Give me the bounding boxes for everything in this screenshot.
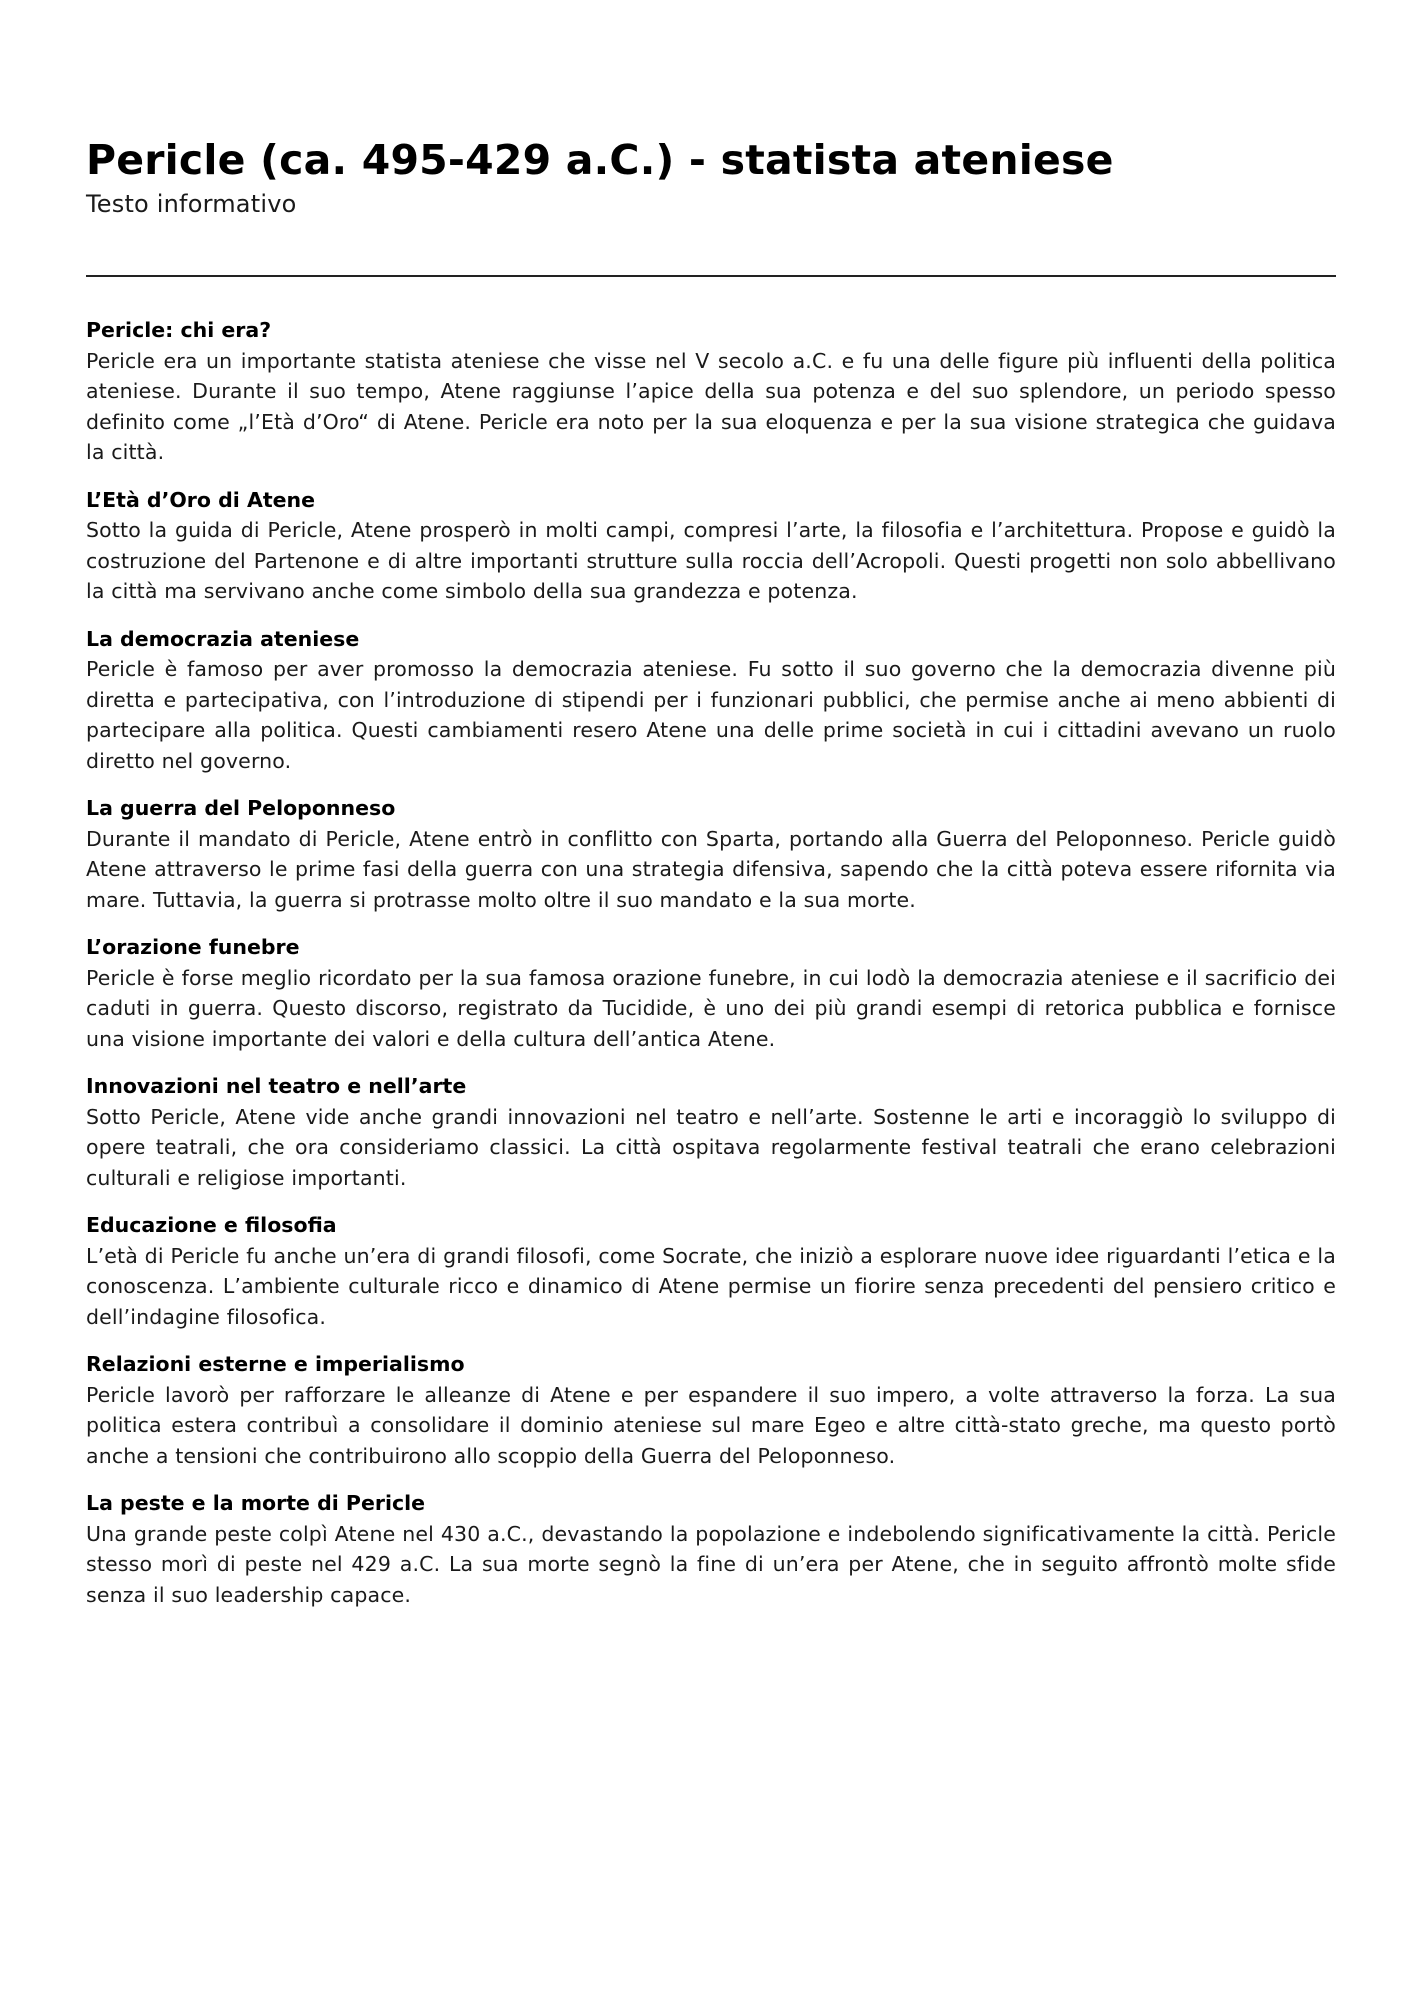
section-body: L’età di Pericle fu anche un’era di grandi filosofi, come Socrate, che iniziò a esplorare nuove idee riguardanti l’etica e la conoscenza. L’ambiente culturale ricco e dinamico di Atene permise un fiorire senza precedenti del pensiero critico e dell’indagine filosofica. [86, 1243, 1336, 1329]
section-heading: La guerra del Peloponneso [86, 796, 396, 820]
section-democrazia [86, 624, 1336, 777]
section-heading: Educazione e filosofia [86, 1213, 337, 1237]
section-heading: L’Età d’Oro di Atene [86, 487, 316, 512]
section-eta-oro [86, 485, 1336, 607]
section-educazione-filosofia [86, 1210, 1336, 1332]
section-body: Pericle è forse meglio ricordato per la sua famosa orazione funebre, in cui lodò la democrazia ateniese e il sacrificio dei caduti in guerra. Questo discorso, registrato da Tucidide, è uno dei più grandi esempi di retorica pubblica e fornisce una visione importante dei valori e della cultura dell’antica Atene. [86, 965, 1336, 1051]
section-body: Pericle è famoso per aver promosso la democrazia ateniese. Fu sotto il suo governo che la democrazia divenne più diretta e partecipativa, con l’introduzione di stipendi per i funzionari pubblici, che permise anche ai meno abbienti di partecipare alla politica. Questi cambiamenti resero Atene una delle prime società in cui i cittadini avevano un ruolo diretto nel governo. [86, 657, 1336, 773]
section-heading: Pericle: chi era? [86, 318, 272, 342]
title-divider [86, 275, 1336, 277]
section-heading: Relazioni esterne e imperialismo [86, 1352, 465, 1376]
section-guerra-peloponneso [86, 793, 1336, 915]
section-chi-era [86, 315, 1336, 468]
document-title: Pericle (ca. 495-429 a.C.) - statista ateniese [86, 136, 1114, 184]
section-body: Durante il mandato di Pericle, Atene entrò in conflitto con Sparta, portando alla Guerra del Peloponneso. Pericle guidò Atene attraverso le prime fasi della guerra con una strategia difensiva, sapendo che la città poteva essere rifornita via mare. Tuttavia, la guerra si protrasse molto oltre il suo mandato e la sua morte. [86, 826, 1336, 912]
section-heading: La peste e la morte di Pericle [86, 1491, 426, 1515]
section-heading: La democrazia ateniese [86, 626, 360, 651]
document-subtitle: Testo informativo [86, 190, 297, 218]
section-heading: L’orazione funebre [86, 935, 300, 959]
section-body: Una grande peste colpì Atene nel 430 a.C., devastando la popolazione e indebolendo significativamente la città. Pericle stesso morì di peste nel 429 a.C. La sua morte segnò la fine di un’era per Atene, che in seguito affrontò molte sfide senza il suo leadership capace. [86, 1521, 1336, 1607]
section-body: Pericle era un importante statista ateniese che visse nel V secolo a.C. e fu una delle figure più influenti della politica ateniese. Durante il suo tempo, Atene raggiunse l’apice della sua potenza e del suo splendore, un periodo spesso definito come „l’Età d’Oro“ di Atene. Pericle era noto per la sua eloquenza e per la sua visione strategica che guidava la città. [86, 348, 1336, 464]
section-peste-morte [86, 1488, 1336, 1610]
section-heading: Innovazioni nel teatro e nell’arte [86, 1074, 467, 1098]
section-relazioni-esterne [86, 1349, 1336, 1471]
section-teatro-arte [86, 1071, 1336, 1193]
document-page [86, 132, 1336, 1627]
section-orazione-funebre [86, 932, 1336, 1054]
section-body: Pericle lavorò per rafforzare le alleanze di Atene e per espandere il suo impero, a volte attraverso la forza. La sua politica estera contribuì a consolidare il dominio ateniese sul mare Egeo e altre città-stato greche, ma questo portò anche a tensioni che contribuirono allo scoppio della Guerra del Peloponneso. [86, 1382, 1336, 1468]
section-body: Sotto Pericle, Atene vide anche grandi innovazioni nel teatro e nell’arte. Sostenne le arti e incoraggiò lo sviluppo di opere teatrali, che ora consideriamo classici. La città ospitava regolarmente festival teatrali che erano celebrazioni culturali e religiose importanti. [86, 1104, 1336, 1190]
sections-container [86, 315, 1336, 1610]
section-body: Sotto la guida di Pericle, Atene prosperò in molti campi, compresi l’arte, la filosofia e l’architettura. Propose e guidò la costruzione del Partenone e di altre importanti strutture sulla roccia dell’Acropoli. Questi progetti non solo abbellivano la città ma servivano anche come simbolo della sua grandezza e potenza. [86, 518, 1336, 603]
